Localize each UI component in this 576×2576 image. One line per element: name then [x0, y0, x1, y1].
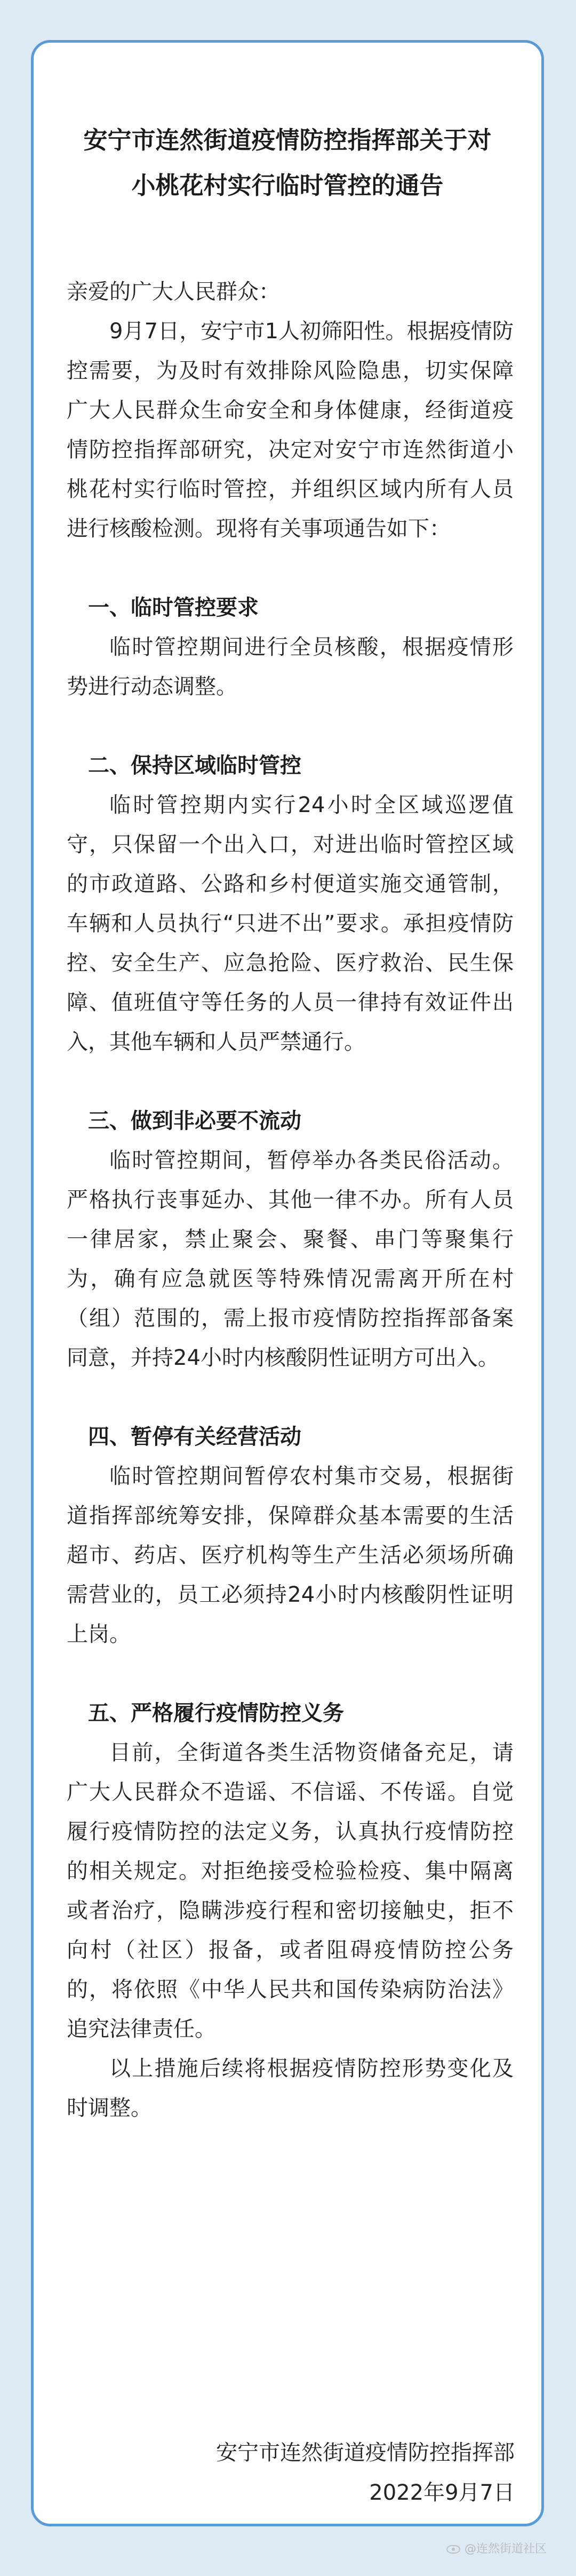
watermark-text: @连然街道社区 [464, 2542, 547, 2556]
section-5-closing-paragraph: 以上措施后续将根据疫情防控形势变化及时调整。 [67, 2056, 514, 2120]
notice-body [67, 272, 514, 2128]
intro-paragraph: 9月7日，安宁市1人初筛阳性。根据疫情防控需要，为及时有效排除风险隐患，切实保障广大人民群众生命安全和身体健康，经街道疫情防控指挥部研究，决定对安宁市连然街道小桃花村实行临时管控，并组织区域内所有人员进行核酸检测。现将有关事项通告如下： [67, 319, 514, 541]
greeting: 亲爱的广大人民群众： [67, 280, 280, 304]
notice-title-line-2: 小桃花村实行临时管控的通告 [131, 171, 444, 200]
notice-card [31, 40, 544, 2526]
section-3-paragraph: 临时管控期间，暂停举办各类民俗活动。严格执行丧事延办、其他一律不办。所有人员一律居家，禁止聚会、聚餐、串门等聚集行为，确有应急就医等特殊情况需离开所在村（组）范围的，需上报市疫情防控指挥部备案同意，并持24小时内核酸阴性证明方可出入。 [67, 1148, 514, 1370]
section-1-paragraph: 临时管控期间进行全员核酸，根据疫情形势进行动态调整。 [67, 635, 514, 699]
section-heading-2: 二、保持区域临时管控 [88, 753, 301, 778]
section-heading-1: 一、临时管控要求 [88, 595, 259, 620]
section-2-paragraph: 临时管控期内实行24小时全区域巡逻值守，只保留一个出入口，对进出临时管控区域的市政道路、公路和乡村便道实施交通管制，车辆和人员执行“只进不出”要求。承担疫情防控、安全生产、应急抢险、医疗救治、民生保障、值班值守等任务的人员一律持有效证件出入，其他车辆和人员严禁通行。 [67, 793, 514, 1054]
section-4-paragraph: 临时管控期间暂停农村集市交易，根据街道指挥部统筹安排，保障群众基本需要的生活超市、药店、医疗机构等生产生活必须场所确需营业的，员工必须持24小时内核酸阴性证明上岗。 [67, 1464, 514, 1647]
notice-title [34, 117, 541, 208]
watermark [446, 2540, 547, 2556]
signature-date: 2022年9月7日 [369, 2480, 515, 2505]
notice-title-line-1: 安宁市连然街道疫情防控指挥部关于对 [83, 126, 492, 154]
eye-icon [446, 2545, 460, 2554]
signature-organization: 安宁市连然街道疫情防控指挥部 [216, 2440, 515, 2465]
signature-block [216, 2433, 515, 2513]
section-5-paragraph: 目前，全街道各类生活物资储备充足，请广大人民群众不造谣、不信谣、不传谣。自觉履行疫情防控的法定义务，认真执行疫情防控的相关规定。对拒绝接受检验检疫、集中隔离或者治疗，隐瞒涉疫行程和密切接触史，拒不向村（社区）报备，或者阻碍疫情防控公务的，将依照《中华人民共和国传染病防治法》追究法律责任。 [67, 1740, 514, 2041]
section-heading-4: 四、暂停有关经营活动 [88, 1425, 301, 1449]
section-heading-3: 三、做到非必要不流动 [88, 1109, 301, 1133]
section-heading-5: 五、严格履行疫情防控义务 [88, 1701, 344, 1726]
